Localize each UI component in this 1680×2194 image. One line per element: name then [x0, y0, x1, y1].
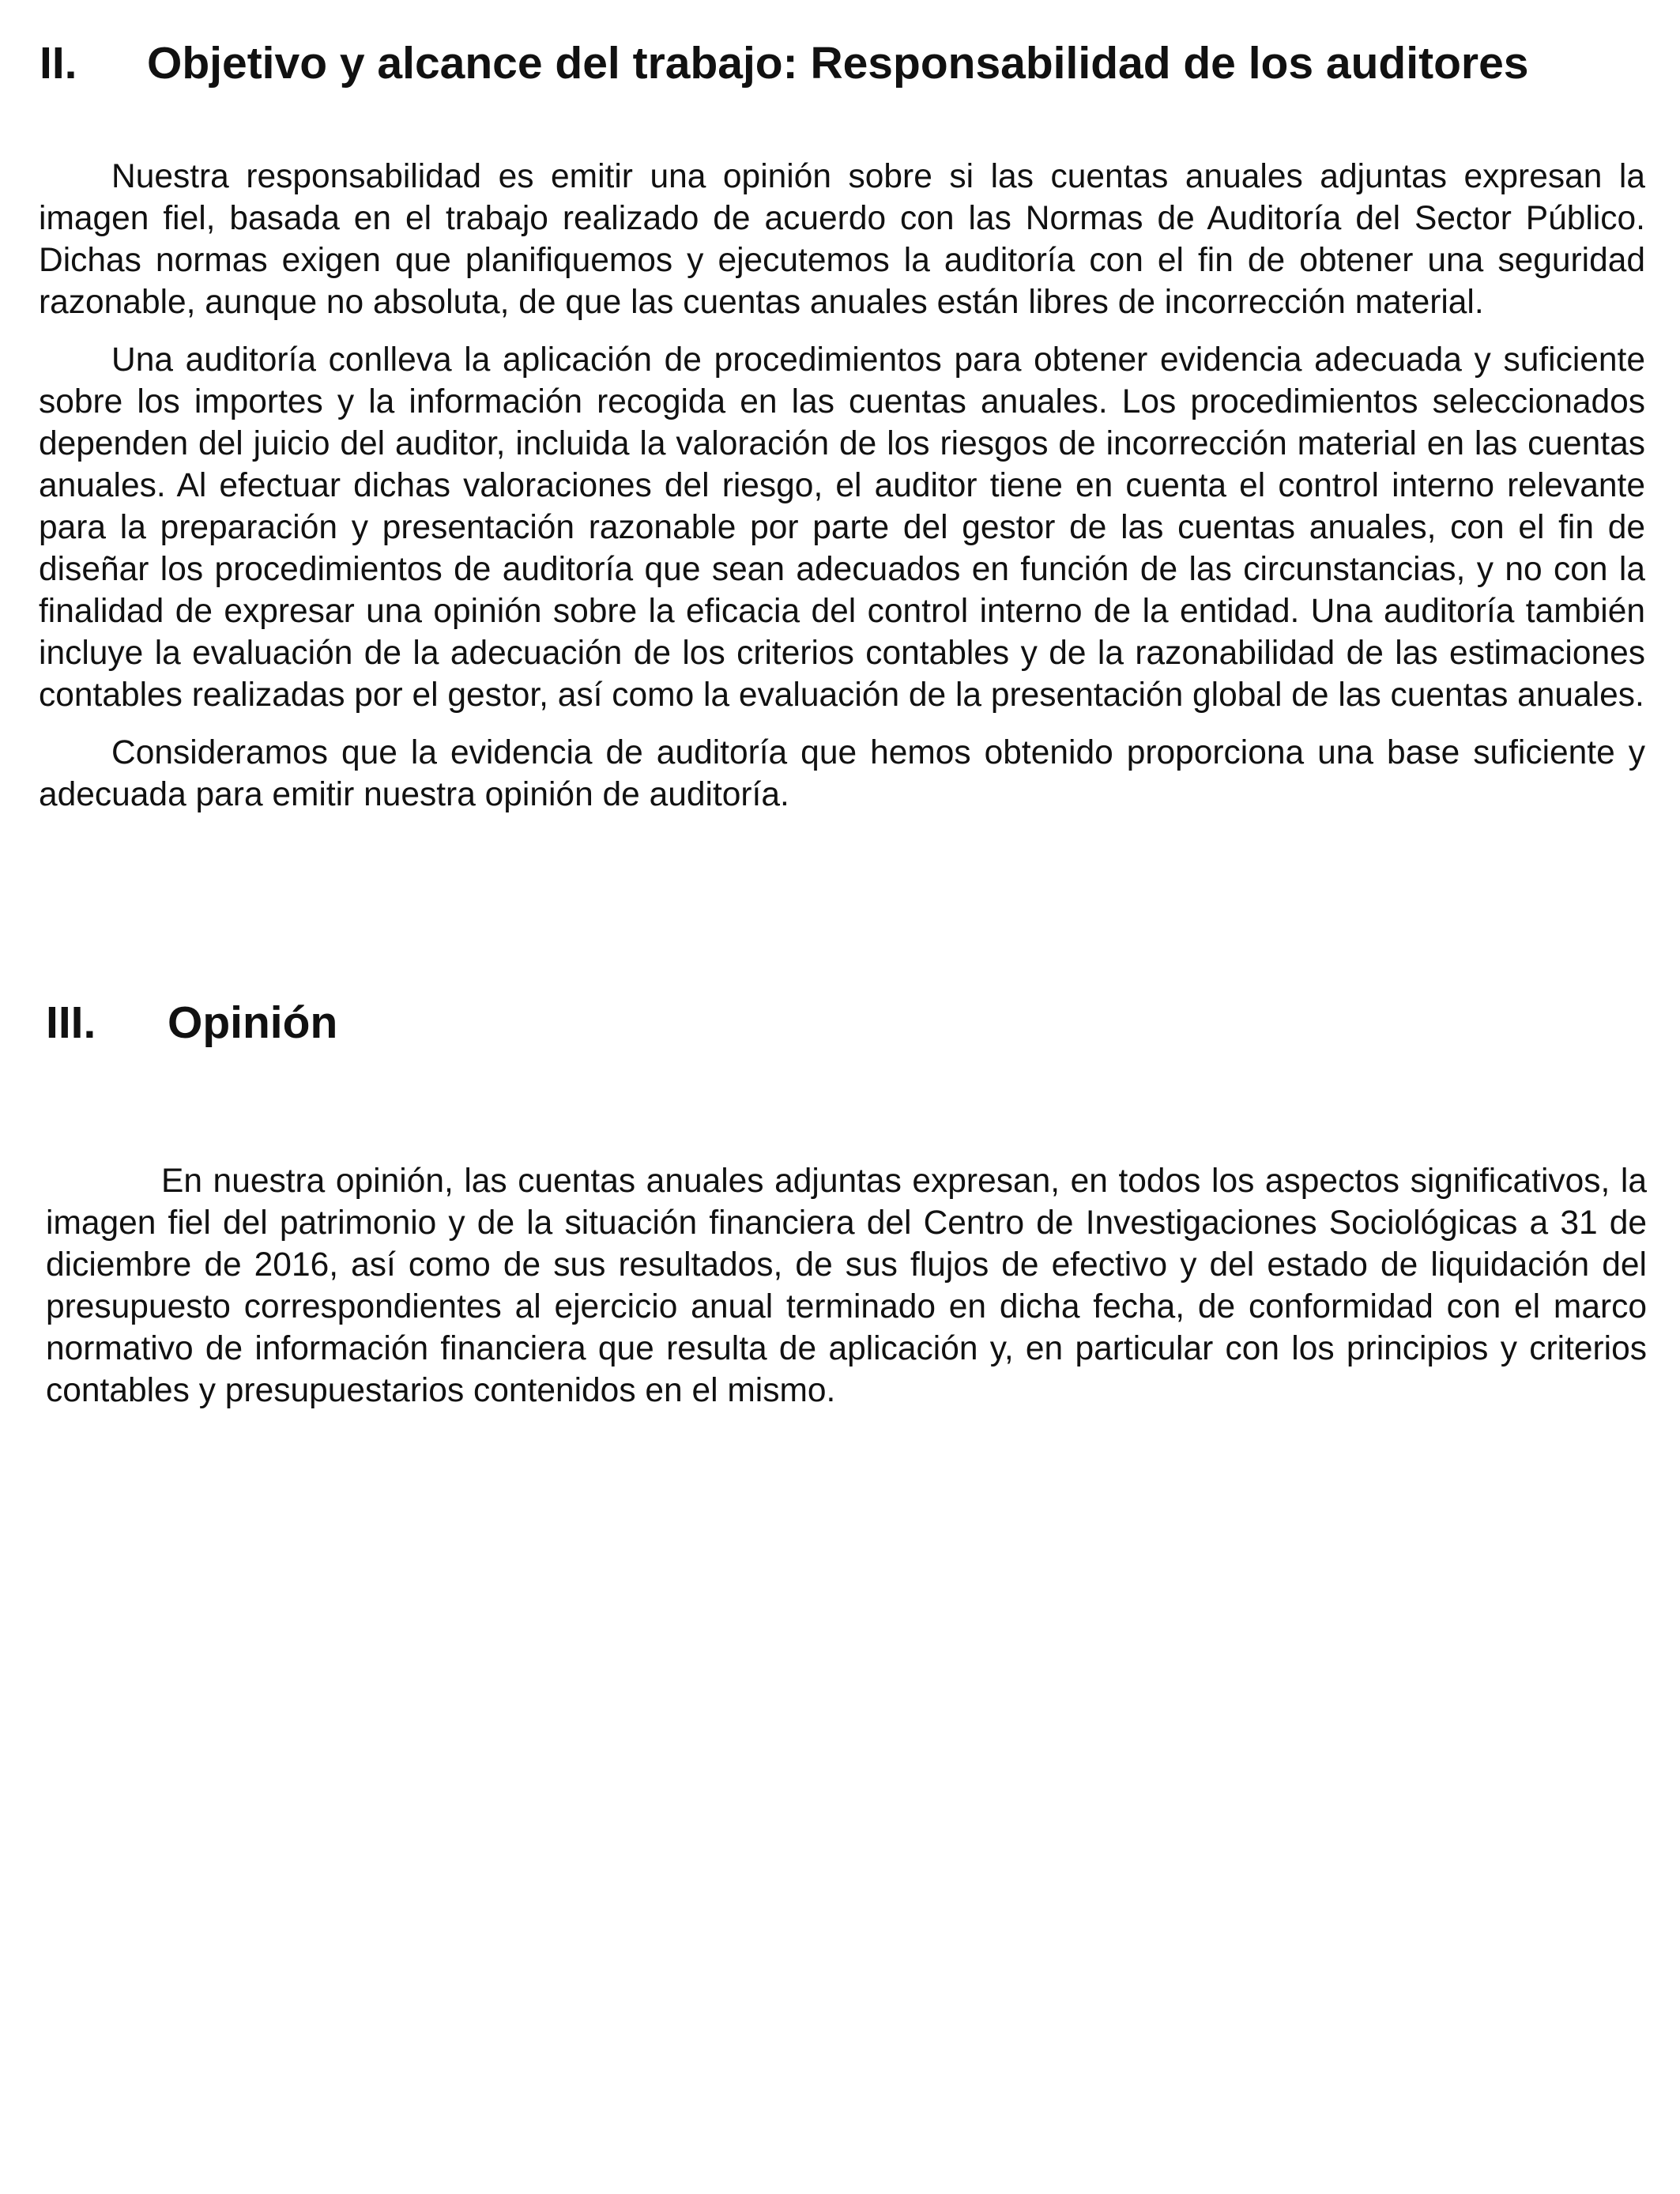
section-number: III. [46, 997, 96, 1048]
section-heading-objective [40, 38, 1529, 89]
section-heading-opinion [46, 997, 338, 1048]
section-body-opinion [46, 1160, 1647, 1412]
section-number: II. [40, 38, 77, 89]
section-body-objective [39, 156, 1645, 816]
section-title: Objetivo y alcance del trabajo: Responsabilidad de los auditores [147, 38, 1529, 89]
paragraph: Consideramos que la evidencia de auditoría que hemos obtenido proporciona una base suficiente y adecuada para emitir nuestra opinión de auditoría. [39, 734, 1645, 813]
section-title: Opinión [168, 997, 338, 1048]
paragraph: Nuestra responsabilidad es emitir una opinión sobre si las cuentas anuales adjuntas expresan la imagen fiel, basada en el trabajo realizado de acuerdo con las Normas de Auditoría del Sector Público. Dichas normas exigen que planifiquemos y ejecutemos la auditoría con el fin de obtener una seguridad razonable, aunque no absoluta, de que las cuentas anuales están libres de incorrección material. [39, 158, 1645, 321]
paragraph: En nuestra opinión, las cuentas anuales adjuntas expresan, en todos los aspectos significativos, la imagen fiel del patrimonio y de la situación financiera del Centro de Investigaciones Sociológicas a 31 de diciembre de 2016, así como de sus resultados, de sus flujos de efectivo y del estado de liquidación del presupuesto correspondientes al ejercicio anual terminado en dicha fecha, de conformidad con el marco normativo de información financiera que resulta de aplicación y, en particular con los principios y criterios contables y presupuestarios contenidos en el mismo. [46, 1163, 1647, 1409]
paragraph: Una auditoría conlleva la aplicación de procedimientos para obtener evidencia adecuada y suficiente sobre los importes y la información recogida en las cuentas anuales. Los procedimientos seleccionados dependen del juicio del auditor, incluida la valoración de los riesgos de incorrección material en las cuentas anuales. Al efectuar dichas valoraciones del riesgo, el auditor tiene en cuenta el control interno relevante para la preparación y presentación razonable por parte del gestor de las cuentas anuales, con el fin de diseñar los procedimientos de auditoría que sean adecuados en función de las circunstancias, y no con la finalidad de expresar una opinión sobre la eficacia del control interno de la entidad. Una auditoría también incluye la evaluación de la adecuación de los criterios contables y de la razonabilidad de las estimaciones contables realizadas por el gestor, así como la evaluación de la presentación global de las cuentas anuales. [39, 341, 1645, 714]
